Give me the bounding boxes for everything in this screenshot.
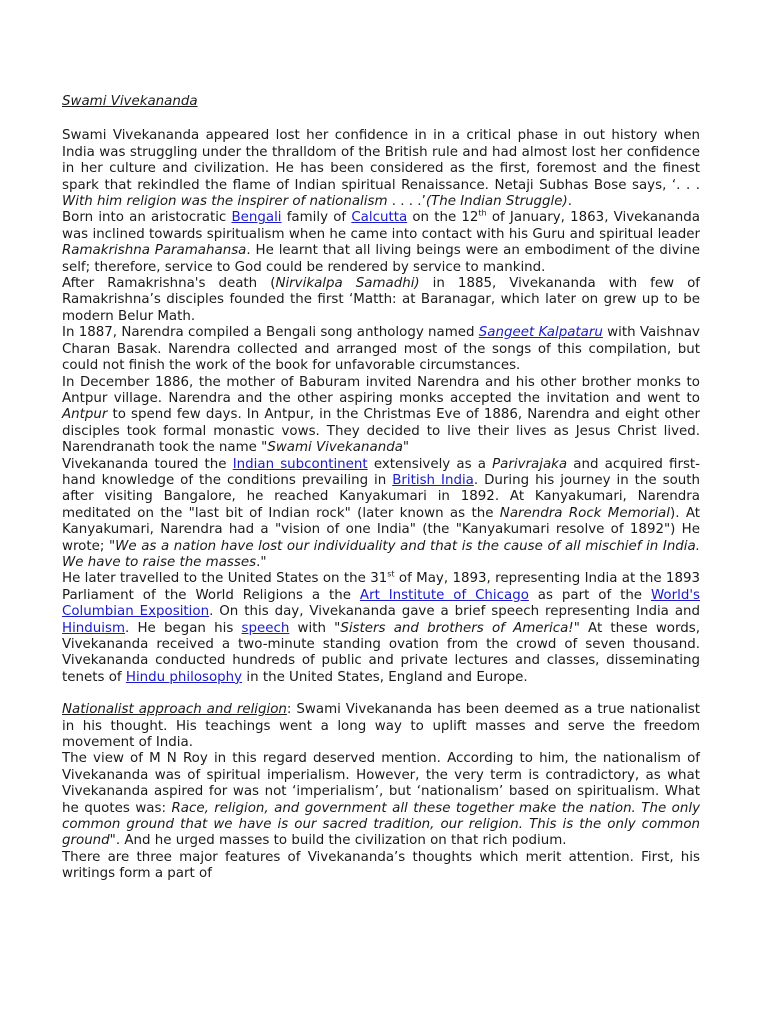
link-british-india[interactable]: British India (392, 472, 474, 488)
paragraph-anthology: In 1887, Narendra compiled a Bengali song anthology named Sangeet Kalpataru with Vaishnav Charan Basak. Narendra collected and arranged most of the songs of this compilation, but could not finish the work of the book for unfavorable circumstances. (62, 325, 700, 374)
paragraph-birth: Born into an aristocratic Bengali family of Calcutta on the 12th of January, 1863, Vivekananda was inclined towards spiritualism when he came into contact with his Guru and spiritual leader Ramakrishna Paramahansa. He learnt that all living beings were an embodiment of the divine self; therefore, service to God could be rendered by service to mankind. (62, 208, 700, 275)
link-calcutta[interactable]: Calcutta (351, 210, 408, 226)
paragraph-intro: Swami Vivekananda appeared lost her confidence in in a critical phase in out history when India was struggling under the thralldom of the British rule and had almost lost her confidence in her culture and civilization. He has been considered as the first, foremost and the finest spark that rekindled the flame of Indian spiritual Renaissance. Netaji Subhas Bose says, ‘. . . With him religion was the inspirer of nationalism . . . .’(The Indian Struggle). (62, 128, 700, 210)
link-indian-subcontinent[interactable]: Indian subcontinent (232, 456, 368, 472)
paragraph-chicago: He later travelled to the United States on the 31st of May, 1893, representing India at the 1893 Parliament of the World Religions a the Art Institute of Chicago as part of the World's Columbian Exposition. On this day, Vivekananda gave a brief speech representing India and Hinduism. He began his speech with "Sisters and brothers of America!" At these words, Vivekananda received a two-minute standing ovation from the crowd of seven thousand. Vivekananda conducted hundreds of public and private lectures and classes, disseminating tenets of Hindu philosophy in the United States, England and Europe. (62, 569, 701, 685)
paragraph-nationalist: Nationalist approach and religion: Swami Vivekananda has been deemed as a true nationalist in his thought. His teachings went a long way to uplift masses and serve the freedom movement of India. (62, 702, 700, 751)
section-heading: Nationalist approach and religion (62, 702, 287, 718)
link-hindu-philosophy[interactable]: Hindu philosophy (125, 669, 243, 685)
document-title: Swami Vivekananda (62, 94, 198, 109)
paragraph-math: After Ramakrishna's death (Nirvikalpa Samadhi) in 1885, Vivekananda with few of Ramakrishna’s disciples founded the first ‘Matth: at Baranagar, which later on grew up to be modern Belur Math. (62, 276, 700, 324)
link-sangeet-kalpataru[interactable]: Sangeet Kalpataru (478, 325, 603, 341)
paragraph-tour: Vivekananda toured the Indian subcontinent extensively as a Parivrajaka and acquired first-hand knowledge of the conditions prevailing in British India. During his journey in the south after visiting Bangalore, he reached Kanyakumari in 1892. At Kanyakumari, Narendra meditated on the "last bit of Indian rock" (later known as the Narendra Rock Memorial). At Kanyakumari, Narendra had a "vision of one India" (the "Kanyakumari resolve of 1892") He wrote; "We as a nation have lost our individuality and that is the cause of all mischief in India. We have to raise the masses." (62, 456, 701, 570)
quote-source: (The Indian Struggle) (425, 194, 568, 210)
quote: With him religion was the inspirer of nationalism (62, 194, 388, 210)
paragraph-gap (62, 686, 700, 702)
link-speech[interactable]: speech (241, 620, 290, 636)
paragraph-features: There are three major features of Vivekananda’s thoughts which merit attention. First, his writings form a part of (62, 849, 700, 882)
link-bengali[interactable]: Bengali (231, 210, 282, 226)
paragraph-mn-roy: The view of M N Roy in this regard deserved mention. According to him, the nationalism of Vivekananda was of spiritual imperialism. However, the very term is contradictory, as what Vivekananda aspired for was not ‘imperialism’, but ‘nationalism’ based on spiritualism. What he quotes was: Race, religion, and government all these together make the nation. The only common ground that we have is our sacred tradition, our religion. This is the only common ground". And he urged masses to build the civilization on that rich podium. (62, 751, 700, 849)
link-columbian-exposition[interactable]: World's Columbian Exposition (62, 587, 700, 620)
document-page (62, 90, 700, 883)
link-hinduism[interactable]: Hinduism (62, 620, 126, 636)
paragraph-antpur: In December 1886, the mother of Baburam invited Narendra and his other brother monks to Antpur village. Narendra and the other aspiring monks accepted the invitation and went to Antpur to spend few days. In Antpur, in the Christmas Eve of 1886, Narendra and eight other disciples took formal monastic vows. They decided to live their lives as Jesus Christ lived. Narendranath took the name "Swami Vivekananda" (62, 374, 700, 456)
link-art-institute[interactable]: Art Institute of Chicago (359, 587, 529, 603)
